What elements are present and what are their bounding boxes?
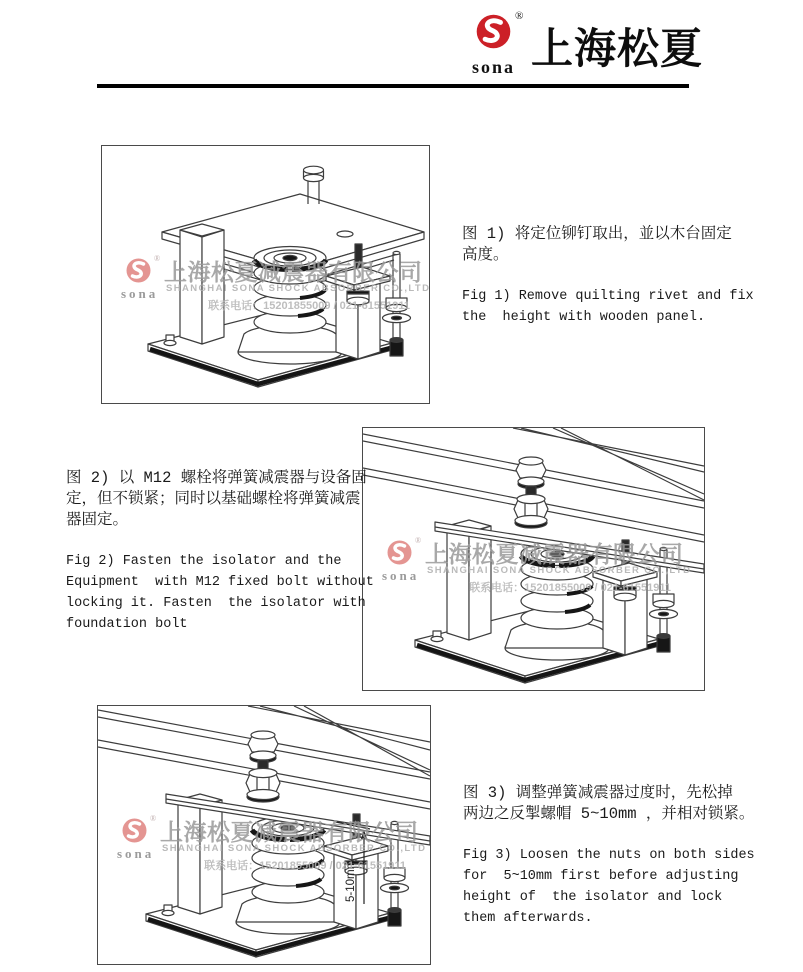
figure-1-drawing-isolator [102, 146, 429, 403]
watermark-registered-mark: ® [415, 536, 422, 545]
m12-bolt [246, 731, 280, 802]
caption-fig2-chinese: 图 2) 以 M12 螺栓将弹簧减震器与设备固 定，但不锁紧；同时以基础螺栓将弹簧减震 器固定。 [66, 469, 367, 529]
caption-fig1-english: Fig 1) Remove quilting rivet and fix the height with wooden panel. [462, 289, 754, 325]
dimension-label: 5-10mm [345, 859, 357, 902]
watermark-phone: 联系电话：15201855009 / 021-61551911 [469, 582, 671, 594]
watermark-company-en: SHANGHAI SONA SHOCK ABSORBER CO.,LTD [162, 843, 427, 854]
caption-fig3 [463, 783, 785, 929]
caption-fig1-chinese: 图 1) 将定位铆钉取出，並以木台固定 高度。 [462, 225, 732, 264]
header-rule [97, 84, 689, 88]
figure-2-box [362, 427, 705, 691]
watermark-company-cn: 上海松夏减震器有限公司 [164, 259, 423, 285]
m12-bolt [514, 457, 548, 528]
watermark-registered-mark: ® [154, 254, 161, 263]
watermark-brand: sona [121, 286, 159, 301]
caption-fig2 [66, 468, 388, 635]
sona-logo-icon [476, 14, 511, 49]
watermark-brand: sona [117, 846, 155, 861]
company-name: 上海松夏 [531, 25, 704, 72]
figure-2-drawing-isolator-on-frame [363, 428, 704, 690]
caption-fig3-chinese: 图 3) 调整弹簧减震器过度时，先松掉 两边之反掣螺帽 5~10mm ，并相对锁紧。 [463, 784, 755, 823]
caption-fig3-english: Fig 3) Loosen the nuts on both sides for 5~10mm first before adjusting height of the isolator and lock them afterwards. [463, 848, 755, 926]
caption-fig1 [462, 224, 778, 328]
watermark-phone: 联系电话：15201855009 / 021-61551911 [204, 860, 406, 872]
figure-3-box [97, 705, 431, 965]
watermark-brand: sona [382, 568, 420, 583]
watermark-registered-mark: ® [150, 814, 157, 823]
watermark-company-cn: 上海松夏减震器有限公司 [160, 819, 419, 845]
figure-3-drawing-isolator-adjustment [98, 706, 430, 964]
watermark-phone: 联系电话：15201855009 / 021-61551911 [208, 300, 410, 312]
figure-1-box [101, 145, 430, 404]
watermark-company-cn: 上海松夏减震器有限公司 [425, 541, 684, 567]
watermark-company-en: SHANGHAI SONA SHOCK ABSORBER CO.,LTD [427, 565, 692, 576]
registered-mark: ® [515, 10, 524, 22]
caption-fig2-english: Fig 2) Fasten the isolator and the Equipment with M12 fixed bolt without locking it. Fasten the isolator with foundation bolt [66, 554, 374, 632]
watermark-company-en: SHANGHAI SONA SHOCK ABSORBER CO.,LTD [166, 283, 431, 294]
brand-name: sona [472, 57, 516, 77]
